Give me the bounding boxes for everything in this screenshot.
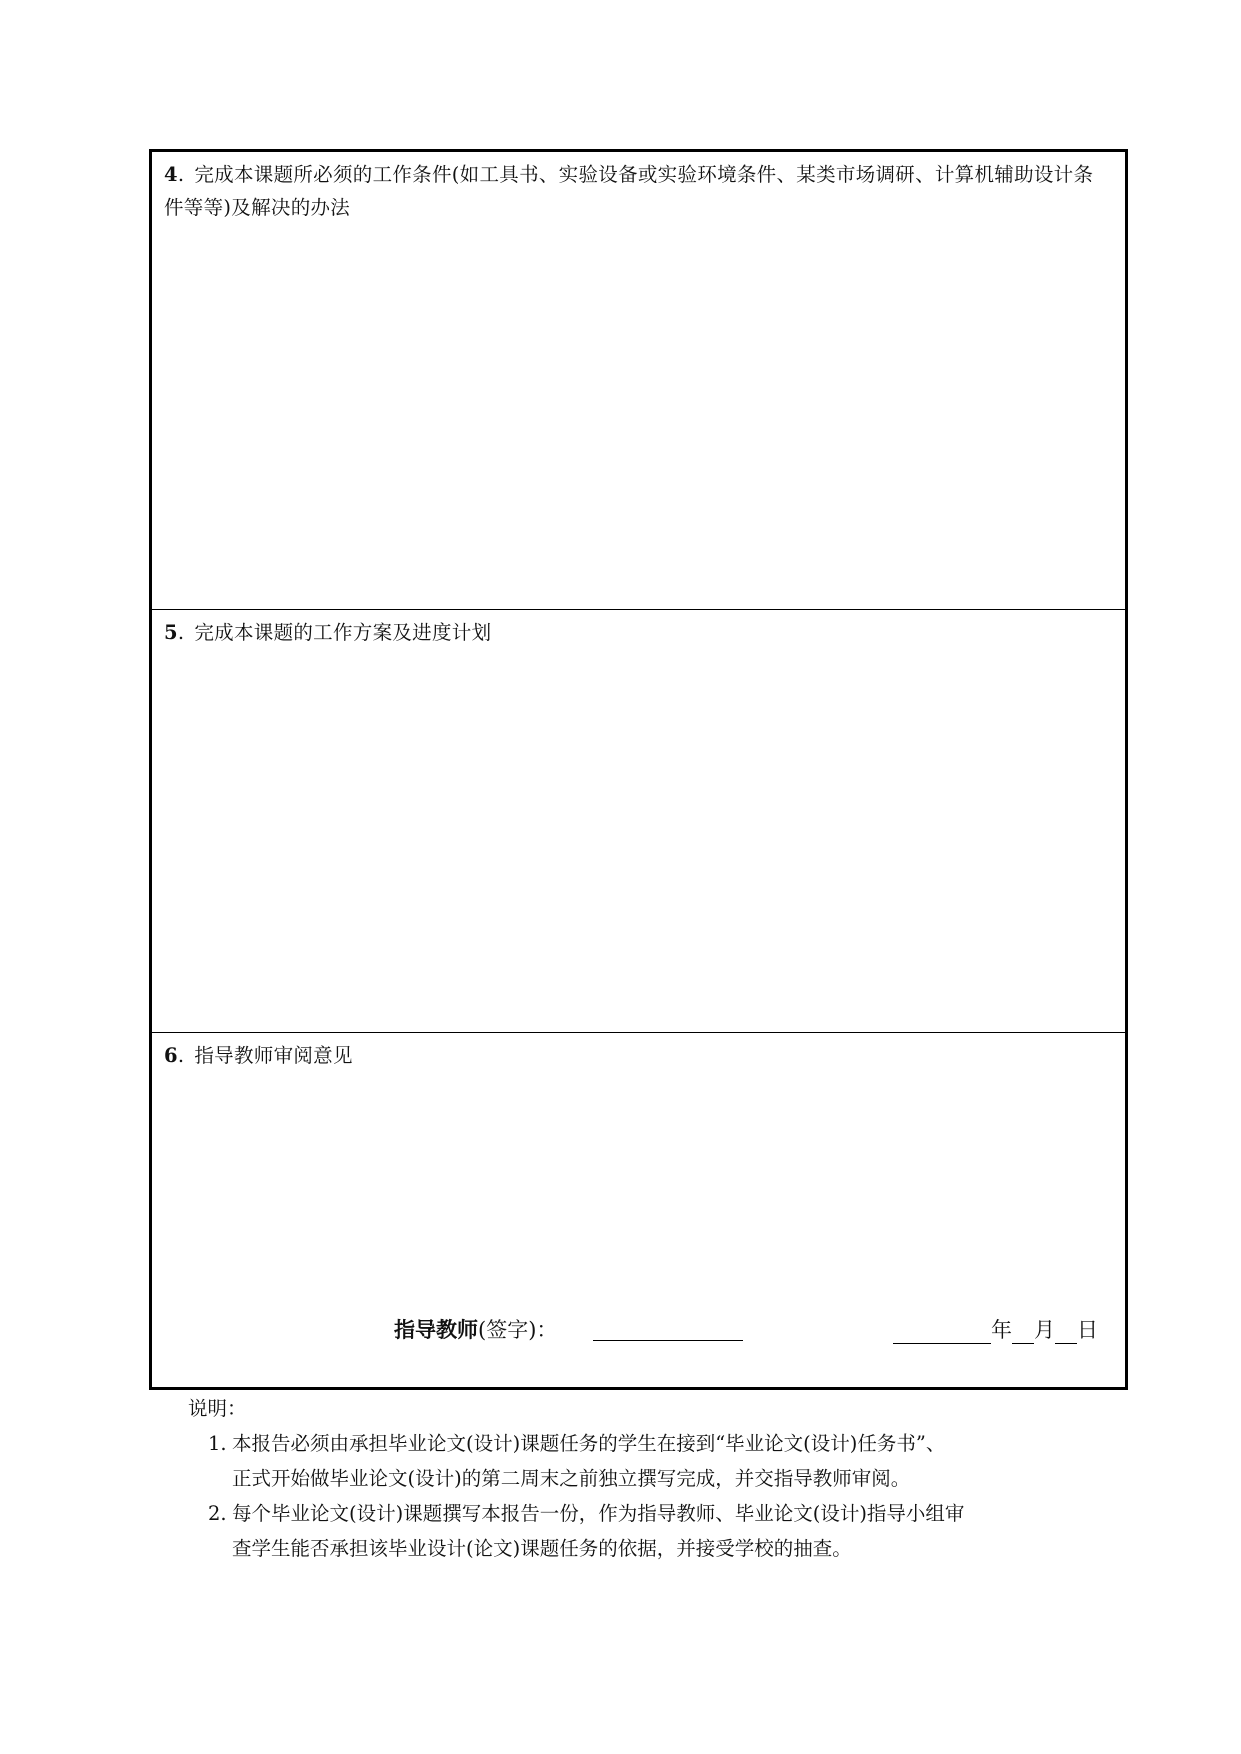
note-text (232, 1426, 1088, 1496)
date-field (893, 1314, 1098, 1344)
day-label: 日 (1077, 1318, 1098, 1342)
year-blank[interactable] (893, 1321, 991, 1344)
signature-label (394, 1314, 557, 1344)
section-4-text: 完成本课题所必须的工作条件(如工具书、实验设备或实验环境条件、某类市场调研、计算机辅助设计条件等等)及解决的办法 (164, 163, 1094, 219)
note-line: 每个毕业论文(设计)课题撰写本报告一份，作为指导教师、毕业论文(设计)指导小组审 (232, 1502, 965, 1525)
note-line: 查学生能否承担该毕业设计(论文)课题任务的依据，并接受学校的抽查。 (232, 1537, 852, 1560)
section-4-number: 4 (164, 163, 178, 186)
section-5-dot: . (177, 621, 185, 644)
notes-title: 说明： (188, 1397, 247, 1420)
note-number: 2. (208, 1502, 227, 1525)
section-6-heading (164, 1039, 1113, 1072)
section-work-plan (152, 609, 1125, 1032)
note-item (208, 1426, 1088, 1496)
signature-label-bold: 指导教师 (394, 1317, 478, 1342)
section-advisor-review (152, 1032, 1125, 1387)
section-6-text: 指导教师审阅意见 (194, 1044, 353, 1067)
signature-row (152, 1309, 1125, 1349)
signature-label-rest: (签字)： (478, 1318, 558, 1342)
note-text (232, 1496, 1088, 1566)
signature-field[interactable] (593, 1340, 743, 1341)
section-work-conditions (152, 152, 1125, 609)
note-item (208, 1496, 1088, 1566)
month-label: 月 (1034, 1318, 1055, 1342)
section-4-heading (164, 158, 1113, 224)
note-line: 本报告必须由承担毕业论文(设计)课题任务的学生在接到“毕业论文(设计)任务书”、 (232, 1432, 946, 1455)
report-form-table (149, 149, 1128, 1390)
section-5-number: 5 (164, 621, 178, 644)
month-blank[interactable] (1012, 1321, 1034, 1344)
section-4-dot: . (177, 163, 185, 186)
note-line: 正式开始做毕业论文(设计)的第二周末之前独立撰写完成，并交指导教师审阅。 (232, 1467, 911, 1490)
section-5-text: 完成本课题的工作方案及进度计划 (194, 621, 492, 644)
section-6-dot: . (177, 1044, 185, 1067)
section-6-number: 6 (164, 1044, 178, 1067)
year-label: 年 (991, 1318, 1012, 1342)
section-5-heading (164, 616, 1113, 649)
day-blank[interactable] (1055, 1321, 1077, 1344)
note-number: 1. (208, 1432, 227, 1455)
notes-block (188, 1391, 1088, 1566)
